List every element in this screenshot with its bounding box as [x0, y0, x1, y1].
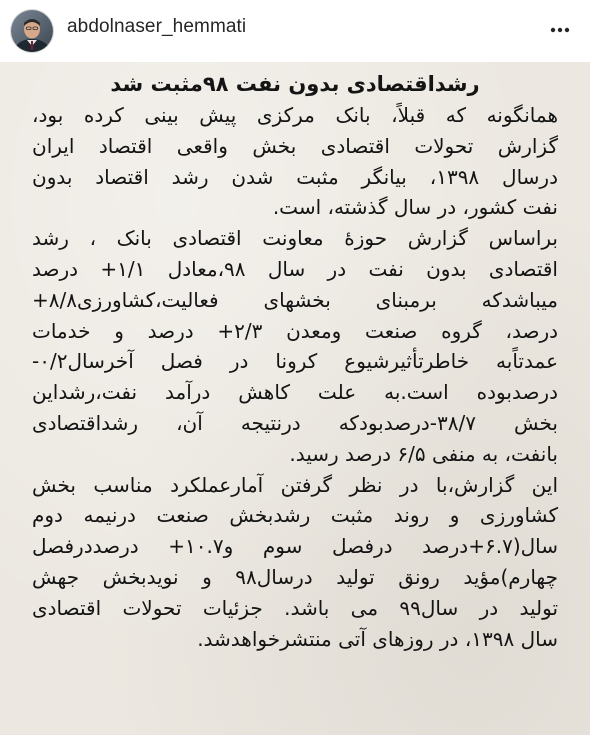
article-line: چهارم)مؤید رونق تولید درسال۹۸ و نویدبخش جهش — [32, 564, 558, 589]
article-line: درسال ۱۳۹۸، بیانگر مثبت شدن رشد اقتصاد بدون — [32, 164, 558, 189]
post-username[interactable]: abdolnaser_hemmati — [67, 16, 247, 37]
article-line: درصد، گروه صنعت ومعدن ۲/۳+ درصد و خدمات — [32, 318, 559, 343]
article-line: بانفت، به منفی ۶/۵ درصد رسید. — [289, 441, 558, 466]
article-line: میباشدکه برمبنای بخشهای فعالیت،کشاورزی۸/۸+ — [32, 287, 558, 312]
post-header — [0, 0, 590, 62]
article-line: سال(۶.۷+درصد درفصل سوم و۱۰.۷+ درصددرفصل — [32, 534, 559, 559]
article-line: سال ۱۳۹۸، در روزهای آتی منتشرخواهدشد. — [197, 626, 558, 651]
article-line: اقتصادی بدون نفت در سال ۹۸،معادل ۱/۱+ درصد — [32, 256, 558, 281]
article-line: کشاورزی و روند مثبت رشدبخش صنعت درنیمه دوم — [32, 503, 558, 528]
article-line: درصدبوده است.به علت کاهش درآمد نفت،رشداین — [32, 380, 558, 405]
article-line: گزارش تحولات اقتصادی بخش واقعی اقتصاد ایران — [32, 133, 558, 158]
post-image[interactable] — [0, 62, 590, 735]
more-horizontal-icon — [546, 16, 574, 44]
article-line: نفت کشور، در سال گذشته، است. — [272, 195, 558, 220]
article-line: این گزارش،با در نظر گرفتن آمارعملکرد مناسب بخش — [32, 472, 558, 497]
article-line: عمدتاًبه خاطرتأثیرشیوع کرونا در فصل آخرسال۰/۲- — [32, 349, 558, 374]
article-line: بخش ۳۸/۷-درصدبودکه درنتیجه آن، رشداقتصادی — [32, 410, 558, 435]
more-options-button[interactable] — [546, 16, 574, 44]
article-line: براساس گزارش حوزهٔ معاونت اقتصادی بانک ، رشد — [32, 226, 558, 251]
article-text-block — [32, 68, 558, 654]
profile-avatar[interactable] — [11, 10, 53, 52]
article-line: تولید در سال۹۹ می باشد. جزئیات تحولات اقتصادی — [32, 595, 559, 620]
avatar-photo — [11, 10, 53, 52]
article-title: رشداقتصادی بدون نفت ۹۸مثبت شد — [110, 72, 480, 96]
article-line: همانگونه که قبلاً، بانک مرکزی پیش بینی کرده بود، — [32, 103, 558, 127]
